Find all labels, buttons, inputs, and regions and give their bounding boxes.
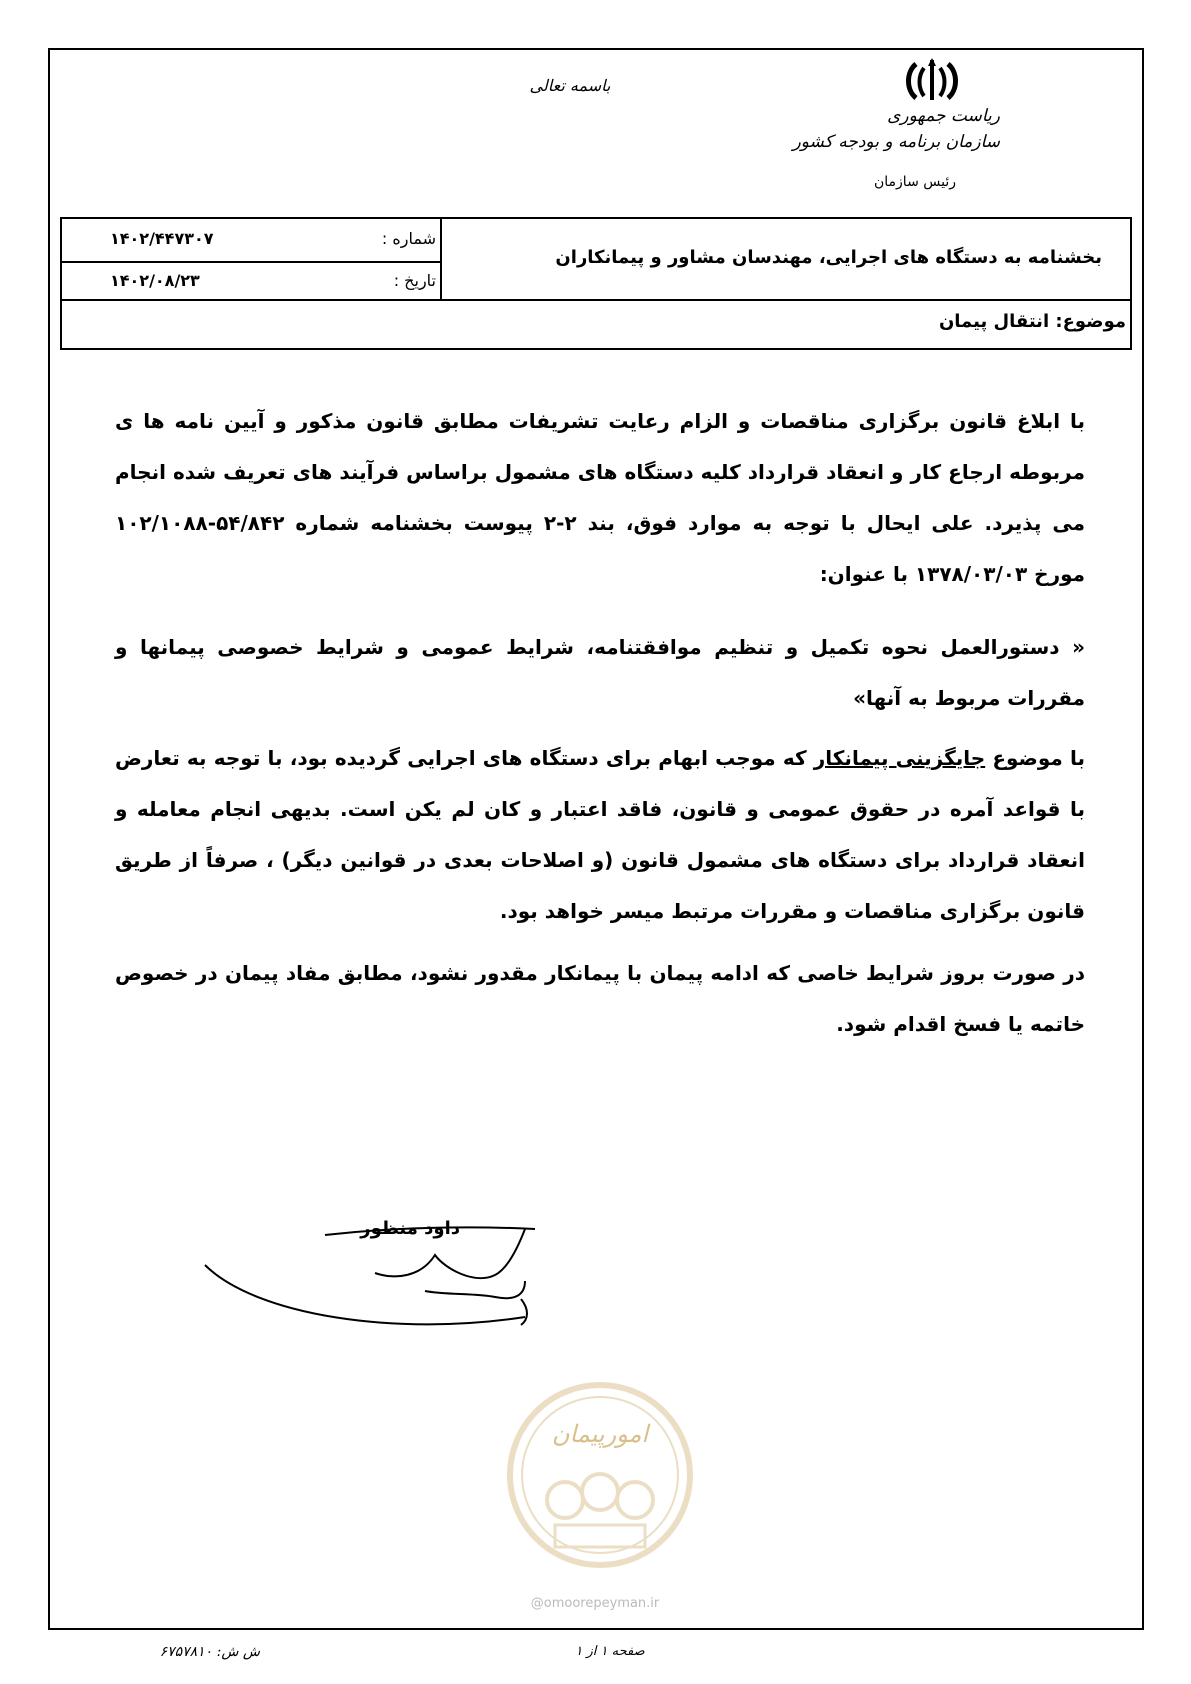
table-divider: [440, 219, 442, 299]
letter-info-table: [60, 217, 1132, 301]
number-value: ۱۴۰۲/۴۴۷۳۰۷: [110, 229, 214, 248]
paragraph-2: « دستورالعمل نحوه تکمیل و تنظیم موافقتنامه، شرایط عمومی و شرایط خصوصی پیمانها و مقررات مربوط به آنها»: [115, 635, 1085, 710]
org-line-1: ریاست جمهوری: [887, 106, 1000, 126]
subject-line: [826, 311, 1126, 332]
date-value: ۱۴۰۲/۰۸/۲۳: [110, 271, 200, 290]
paragraph-1: با ابلاغ قانون برگزاری مناقصات و الزام رعایت تشریفات مطابق قانون مذکور و آیین نامه ها ی مربوطه ارجاع کار و انعقاد قرارداد کلیه دستگاه های مشمول براساس فرآیند های تعریف شده انجام می پذیرد. علی ایحال با توجه به موارد فوق، بند ۲-۲ پیوست بخشنامه شماره ۵۴/۸۴۲-۱۰۲/۱۰۸۸ مورخ ۱۳۷۸/۰۳/۰۳ با عنوان:: [115, 409, 1085, 586]
number-label: شماره :: [381, 229, 436, 248]
org-line-2: سازمان برنامه و بودجه کشور: [792, 132, 1000, 152]
recipients: بخشنامه به دستگاه های اجرایی، مهندسان مشاور و پیمانکاران: [555, 247, 1102, 268]
org-line-3: رئیس سازمان: [874, 174, 956, 190]
watermark-logo: [505, 1380, 695, 1570]
paragraph-4: در صورت بروز شرایط خاصی که ادامه پیمان با پیمانکار مقدور نشود، مطابق مفاد پیمان در خصوص خاتمه یا فسخ اقدام شود.: [115, 961, 1085, 1036]
watermark-site: @omoorepeyman.ir: [530, 1596, 660, 1611]
para3-before: با موضوع: [985, 746, 1086, 770]
basmala: باسمه تعالی: [529, 76, 611, 95]
signer-name: داود منظور: [360, 1218, 460, 1239]
para3-after: که موجب ابهام برای دستگاه های اجرایی گردیده بود، با توجه به تعارض با قواعد آمره در حقوق عمومی و قانون، فاقد اعتبار و کان لم یکن است. بدیهی انجام معامله و انعقاد قرارداد برای دستگاه های مشمول قانون (و اصلاحات بعدی در قوانین دیگر) ، صرفاً از طریق قانون برگزاری مناقصات و مقررات مرتبط میسر خواهد بود.: [115, 746, 1085, 923]
footer-code: ش ش: ۶۷۵۷۸۱۰: [159, 1644, 260, 1660]
watermark-text: امورپیمان: [551, 1420, 649, 1448]
signature-scribble: [195, 1225, 555, 1340]
para3-underlined: جایگزینی پیمانکار: [813, 746, 986, 770]
subject-label: موضوع:: [1055, 311, 1126, 332]
emblem-icon: [902, 58, 962, 102]
table-divider: [62, 261, 440, 263]
paragraph-3: [115, 733, 1085, 937]
page-number: صفحه ۱ از ۱: [575, 1644, 645, 1659]
subject-value: انتقال پیمان: [938, 311, 1050, 332]
subject-row: [60, 301, 1132, 350]
date-label: تاریخ :: [393, 271, 436, 290]
